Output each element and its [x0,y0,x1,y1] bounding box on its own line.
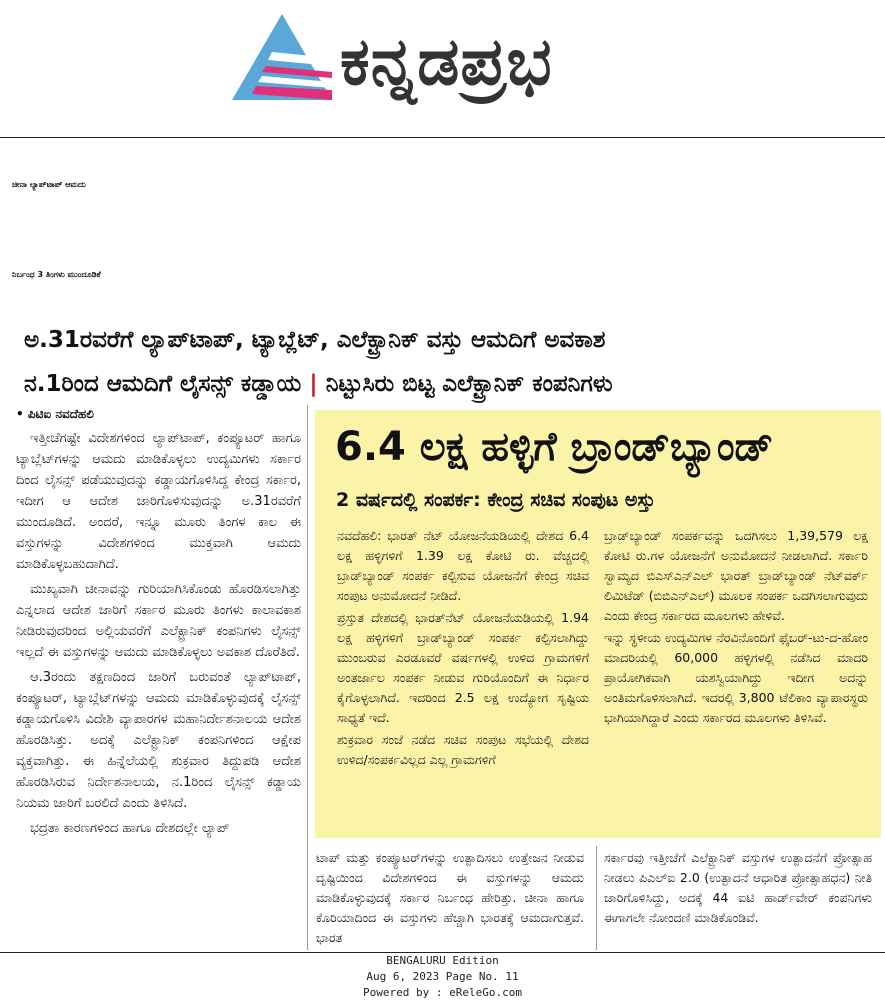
broadband-paragraph-3: ಶುಕ್ರವಾರ ಸಂಜೆ ನಡೆದ ಸಚಿವ ಸಂಪುಟ ಸಭೆಯಲ್ಲಿ ದೇಶದ ಉಳಿದ/ಸಂಪರ್ಕವಿಲ್ಲದ ಎಲ್ಲ ಗ್ರಾಮಗಳಿಗೆ [337,732,589,767]
broadband-paragraph-1: ನವದೆಹಲಿ: ಭಾರತ್ ನೆಟ್ ಯೋಜನೆಯಡಿಯಲ್ಲಿ ದೇಶದ 6.4 ಲಕ್ಷ ಹಳ್ಳಿಗಳಿಗೆ 1.39 ಲಕ್ಷ ಕೋಟಿ ರು. ವೆಚ್ಚದಲ್ಲಿ ಬ್ರಾಡ್‌ಬ್ಯಾಂಡ್ ಸಂಪರ್ಕ ಕಲ್ಪಿಸುವ ಯೋಜನೆಗೆ ಕೇಂದ್ರ ಸಚಿವ ಸಂಪುಟ ಅನುಮೋದನೆ ನೀಡಿದೆ. [337,528,589,603]
broadband-column-2 [604,526,868,730]
headline-line-2: ನಿರ್ಬಂಧ 3 ತಿಂಗಳು ಮುಂದೂಡಿಕೆ [12,270,101,279]
column-divider [307,405,308,950]
broadband-paragraph-5: ಇನ್ನು ಸ್ಥಳೀಯ ಉದ್ಯಮಿಗಳ ನೆರವಿನೊಂದಿಗೆ ಫೈಬರ್-ಟು-ದ-ಹೋಂ ಮಾದರಿಯಲ್ಲಿ 60,000 ಹಳ್ಳಿಗಳಲ್ಲಿ ನಡೆಸಿದ ಮಾದರಿ ಪ್ರಾಯೋಗಿಕವಾಗಿ ಯಶಸ್ವಿಯಾಗಿದ್ದು ಇದೀಗ ಅದನ್ನು ಅಂತಿಮಗೊಳಿಸಲಾಗಿದೆ. ಇದರಲ್ಲಿ 3,800 ಟೆಲಿಕಾಂ ವ್ಯಾಪಾರಸ್ಥರು ಭಾಗಿಯಾಗಿದ್ದಾರೆ ಎಂದು ಸರ್ಕಾರದ ಮೂಲಗಳು ತಿಳಿಸಿವೆ. [604,630,868,725]
lower-column-divider [596,846,597,950]
logo-mark-icon [232,14,332,102]
footer-edition: BENGALURU Edition [386,954,499,967]
logo-wordmark: ಕನ್ನಡಪ್ರಭ [340,23,553,100]
left-paragraph-4: ಭದ್ರತಾ ಕಾರಣಗಳಿಂದ ಹಾಗೂ ದೇಶದಲ್ಲೇ ಲ್ಯಾಪ್ [30,821,230,836]
lower-column-1: ಟಾಪ್ ಮತ್ತು ಕಂಪ್ಯೂಟರ್‌ಗಳನ್ನು ಉತ್ಪಾದಿಸಲು ಉತ್ತೇಜನ ನೀಡುವ ದೃಷ್ಟಿಯಿಂದ ವಿದೇಶಗಳಿಂದ ಈ ವಸ್ತುಗಳನ್ನು ಆಮದು ಮಾಡಿಕೊಳ್ಳುವುದಕ್ಕೆ ಸರ್ಕಾರ ನಿರ್ಬಂಧ ಹೇರಿತ್ತು. ಚೀನಾ ಹಾಗೂ ಕೊರಿಯಾದಿಂದ ಈ ವಸ್ತುಗಳು ಹೆಚ್ಚಾಗಿ ಭಾರತಕ್ಕೆ ಆಮದಾಗುತ್ತವೆ. ಭಾರತ [316,850,584,945]
deck-line-2b: ನಿಟ್ಟುಸಿರು ಬಿಟ್ಟ ಎಲೆಕ್ಟ್ರಾನಿಕ್ ಕಂಪನಿಗಳು [325,371,613,397]
left-paragraph-3: ಆ.3ರಂದು ತಕ್ಷಣದಿಂದ ಜಾರಿಗೆ ಬರುವಂತೆ ಲ್ಯಾಪ್‌ಟಾಪ್, ಕಂಪ್ಯೂಟರ್, ಟ್ಯಾಬ್ಲೆಟ್‌ಗಳನ್ನು ಆಮದು ಮಾಡಿಕೊಳ್ಳುವುದಕ್ಕೆ ಲೈಸನ್ಸ್ ಕಡ್ಡಾಯಗೊಳಿಸಿ ವಿದೇಶಿ ವ್ಯಾಪಾರಗಳ ಮಹಾನಿರ್ದೇಶನಾಲಯ ಆದೇಶ ಹೊರಡಿಸಿತ್ತು. ಅದಕ್ಕೆ ಎಲೆಕ್ಟ್ರಾನಿಕ್ ಕಂಪನಿಗಳಿಂದ ಆಕ್ಷೇಪ ವ್ಯಕ್ತವಾಗಿತ್ತು. ಈ ಹಿನ್ನೆಲೆಯಲ್ಲಿ ಶುಕ್ರವಾರ ತಿದ್ದುಪಡಿ ಆದೇಶ ಹೊರಡಿಸಿರುವ ನಿರ್ದೇಶನಾಲಯ, ನ.1ರಿಂದ ಲೈಸನ್ಸ್ ಕಡ್ಡಾಯ ನಿಯಮ ಜಾರಿಗೆ ಬರಲಿದೆ ಎಂದು ತಿಳಿಸಿದೆ. [16,670,301,811]
deck-line-2 [24,366,874,402]
broadband-paragraph-4: ಬ್ರಾಡ್‌ಬ್ಯಾಂಡ್ ಸಂಪರ್ಕವನ್ನು ಒದಗಿಸಲು 1,39,579 ಲಕ್ಷ ಕೋಟಿ ರು.ಗಳ ಯೋಜನೆಗೆ ಅನುಮೋದನೆ ನೀಡಲಾಗಿದೆ. ಸರ್ಕಾರಿ ಸ್ವಾಮ್ಯದ ಬಿಎಸ್‌ಎನ್‌ಎಲ್ ಭಾರತ್ ಬ್ರಾಡ್‌ಬ್ಯಾಂಡ್ ನೆಟ್‌ವರ್ಕ್ ಲಿಮಿಟೆಡ್ (ಬಿಬಿಎನ್‌ಎಲ್) ಮೂಲಕ ಸಂಪರ್ಕ ಒದಗಿಸಲಾಗುವುದು ಎಂದು ಕೇಂದ್ರ ಸರ್ಕಾರದ ಮೂಲಗಳು ಹೇಳಿವೆ. [604,528,868,623]
broadband-column-1 [337,526,589,772]
broadband-subhead: 2 ವರ್ಷದಲ್ಲಿ ಸಂಪರ್ಕ: ಕೇಂದ್ರ ಸಚಿವ ಸಂಪುಟ ಅಸ್ತು [336,489,656,511]
page-footer [0,952,885,1007]
left-column-story [16,428,301,843]
left-paragraph-1: ಇತ್ತೀಚೆಗಷ್ಟೇ ವಿದೇಶಗಳಿಂದ ಲ್ಯಾಪ್‌ಟಾಪ್, ಕಂಪ್ಯೂಟರ್ ಹಾಗೂ ಟ್ಯಾಬ್ಲೆಟ್‌ಗಳನ್ನು ಆಮದು ಮಾಡಿಕೊಳ್ಳಲು ಉದ್ಯಮಿಗಳು ಸರ್ಕಾರ ದಿಂದ ಲೈಸನ್ಸ್ ಪಡೆಯುವುದನ್ನು ಕಡ್ಡಾಯಗೊಳಿಸಿದ್ದ ಕೇಂದ್ರ ಸರ್ಕಾರ, ಇದೀಗ ಆ ಆದೇಶ ಜಾರಿಗೊಳಿಸುವುದನ್ನು ಅ.31ರವರೆಗೆ ಮುಂದೂಡಿದೆ. ಅಂದರೆ, ಇನ್ನೂ ಮೂರು ತಿಂಗಳ ಕಾಲ ಈ ವಸ್ತುಗಳನ್ನು ವಿದೇಶಗಳಿಂದ ಮುಕ್ತವಾಗಿ ಆಮದು ಮಾಡಿಕೊಳ್ಳಬಹುದಾಗಿದೆ. [16,431,301,572]
footer-powered-by[interactable]: Powered by : eReleGo.com [363,986,522,999]
deck-line-1: ಅ.31ರವರೆಗೆ ಲ್ಯಾಪ್‌ಟಾಪ್, ಟ್ಯಾಬ್ಲೆಟ್, ಎಲೆಕ್ಟ್ರಾನಿಕ್ ವಸ್ತು ಆಮದಿಗೆ ಅವಕಾಶ [24,327,606,353]
broadband-paragraph-2: ಪ್ರಸ್ತುತ ದೇಶದಲ್ಲಿ ಭಾರತ್‌ನೆಟ್ ಯೋಜನೆಯಡಿಯಲ್ಲಿ 1.94 ಲಕ್ಷ ಹಳ್ಳಿಗಳಿಗೆ ಬ್ರಾಡ್‌ಬ್ಯಾಂಡ್ ಸಂಪರ್ಕ ಕಲ್ಪಿಸಲಾಗಿದ್ದು ಮುಂಬರುವ ಎರಡೂವರೆ ವರ್ಷಗಳಲ್ಲಿ ಉಳಿದ ಗ್ರಾಮಗಳಿಗೆ ಅಂತರ್ಜಾಲ ಸಂಪರ್ಕ ನೀಡುವ ಗುರಿಯೊಂದಿಗೆ ಈ ನಿರ್ಧಾರ ಕೈಗೊಳ್ಳಲಾಗಿದೆ. ಇದರಿಂದ 2.5 ಲಕ್ಷ ಉದ್ಯೋಗ ಸೃಷ್ಟಿಯ ಸಾಧ್ಯತೆ ಇದೆ. [337,610,589,725]
left-paragraph-2: ಮುಖ್ಯವಾಗಿ ಚೀನಾವನ್ನು ಗುರಿಯಾಗಿಸಿಕೊಂಡು ಹೊರಡಿಸಲಾಗಿತ್ತು ಎನ್ನಲಾದ ಆದೇಶ ಜಾರಿಗೆ ಸರ್ಕಾರ ಮೂರು ತಿಂಗಳು ಕಾಲಾವಕಾಶ ನೀಡಿರುವುದರಿಂದ ಅಲ್ಲಿಯವರೆಗೆ ಎಲೆಕ್ಟ್ರಾನಿಕ್ ಕಂಪನಿಗಳು ಲೈಸನ್ಸ್ ಇಲ್ಲದೆ ಈ ವಸ್ತುಗಳನ್ನು ಆಮದು ಮಾಡಿಕೊಳ್ಳಲು ಅವಕಾಶ ದೊರೆತಿದೆ. [16,582,301,660]
deck-separator: | [309,371,318,397]
lower-column-2: ಸರ್ಕಾರವು ಇತ್ತೀಚೆಗೆ ಎಲೆಕ್ಟ್ರಾನಿಕ್ ವಸ್ತುಗಳ ಉತ್ಪಾದನೆಗೆ ಪ್ರೋತ್ಸಾಹ ನೀಡಲು ಪಿಎಲ್‌ಐ 2.0 (ಉತ್ಪಾದನೆ ಆಧಾರಿತ ಪ್ರೋತ್ಸಾಹಧನ) ನೀತಿ ಜಾರಿಗೊಳಿಸಿದ್ದು, ಅದಕ್ಕೆ 44 ಐಟಿ ಹಾರ್ಡ್‌ವೇರ್ ಕಂಪನಿಗಳು ಈಗಾಗಲೇ ನೋಂದಣಿ ಮಾಡಿಕೊಂಡಿವೆ. [604,850,872,925]
deck-line-2a: ನ.1ರಿಂದ ಆಮದಿಗೆ ಲೈಸನ್ಸ್ ಕಡ್ಡಾಯ [24,371,302,397]
headline-line-1: ಚೀನಾ ಲ್ಯಾಪ್‌ಟಾಪ್ ಆಮದು [12,180,86,189]
broadband-headline: 6.4 ಲಕ್ಷ ಹಳ್ಳಿಗೆ ಬ್ರಾಂಡ್‌ಬ್ಯಾಂಡ್ [335,424,773,470]
footer-date-page: Aug 6, 2023 Page No. 11 [366,970,519,983]
masthead [0,0,885,138]
byline: • ಪಿಟಿಐ ನವದೆಹಲಿ [16,407,94,421]
